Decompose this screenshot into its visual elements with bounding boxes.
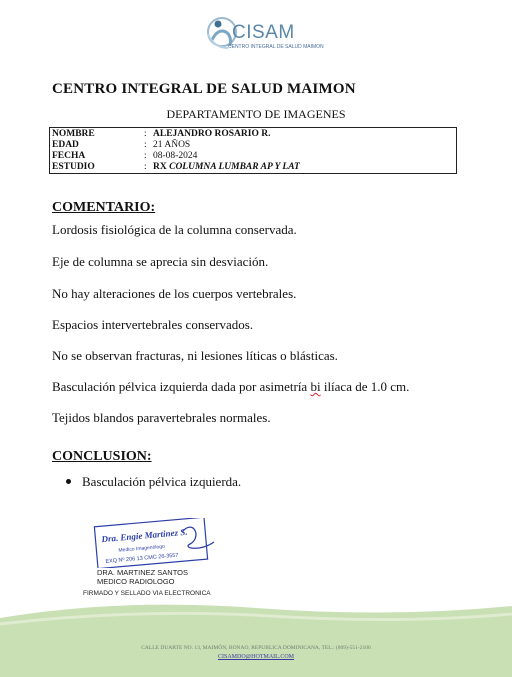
info-colon: : xyxy=(144,151,147,161)
doctor-role: MEDICO RADIOLOGO xyxy=(97,577,175,586)
bullet-icon xyxy=(66,479,71,484)
signed-note: FIRMADO Y SELLADO VIA ELECTRONICA xyxy=(83,590,211,597)
footer-email[interactable]: CISAMDO@HOTMAIL.COM xyxy=(217,654,295,660)
logo-subtitle: CENTRO INTEGRAL DE SALUD MAIMON xyxy=(228,44,324,50)
clinic-title: CENTRO INTEGRAL DE SALUD MAIMON xyxy=(52,81,356,97)
info-colon: : xyxy=(144,162,147,172)
info-label: FECHA xyxy=(52,151,86,161)
info-label: ESTUDIO xyxy=(52,162,95,172)
finding-line xyxy=(52,379,409,395)
study-date: 08-08-2024 xyxy=(153,151,198,161)
study-description: COLUMNA LUMBAR AP Y LAT xyxy=(169,162,300,172)
footer-wave xyxy=(0,600,512,677)
finding-line: Lordosis fisiológica de la columna conservada. xyxy=(52,222,297,237)
clinic-logo xyxy=(202,10,322,56)
finding-line: Tejidos blandos paravertebrales normales. xyxy=(52,410,271,425)
study-prefix: RX xyxy=(153,162,167,172)
footer-address: CALLE DUARTE NO. 13, MAIMÓN, BONAO, REPUBLICA DOMINICANA, TEL.: (809)-551-2106 xyxy=(141,645,371,651)
finding-text: ilíaca de 1.0 cm. xyxy=(320,379,410,394)
department-title: DEPARTAMENTO DE IMAGENES xyxy=(166,107,346,121)
conclusion-item: Basculación pélvica izquierda. xyxy=(82,474,242,489)
finding-line: No hay alteraciones de los cuerpos vertebrales. xyxy=(52,286,297,301)
stamp-id: EXQ Nº 206 13 CMC 26-3557 xyxy=(105,552,179,565)
patient-name: ALEJANDRO ROSARIO R. xyxy=(153,129,271,139)
study-name xyxy=(153,162,300,173)
patient-info-table xyxy=(49,127,457,174)
comentario-heading: COMENTARIO: xyxy=(52,200,156,215)
finding-line: Eje de columna se aprecia sin desviación. xyxy=(52,254,269,269)
finding-text: Basculación pélvica izquierda dada por asimetría xyxy=(52,379,311,394)
doctor-stamp xyxy=(90,518,220,568)
info-colon: : xyxy=(144,129,147,139)
logo-text: CISAM xyxy=(232,22,295,43)
stamp-role: Medico Imagenólogo xyxy=(118,543,166,554)
spellcheck-flagged-word: bi xyxy=(310,379,321,394)
stamp-name: Dra. Engie Martinez S. xyxy=(101,526,188,545)
info-colon: : xyxy=(144,140,147,150)
patient-age: 21 AÑOS xyxy=(153,140,191,150)
info-label: NOMBRE xyxy=(52,129,95,139)
finding-line: Espacios intervertebrales conservados. xyxy=(52,317,254,332)
conclusion-heading: CONCLUSION: xyxy=(52,449,152,464)
info-label: EDAD xyxy=(52,140,79,150)
doctor-name: DRA. MARTINEZ SANTOS xyxy=(97,568,188,577)
finding-line: No se observan fracturas, ni lesiones líticas o blásticas. xyxy=(52,348,338,363)
